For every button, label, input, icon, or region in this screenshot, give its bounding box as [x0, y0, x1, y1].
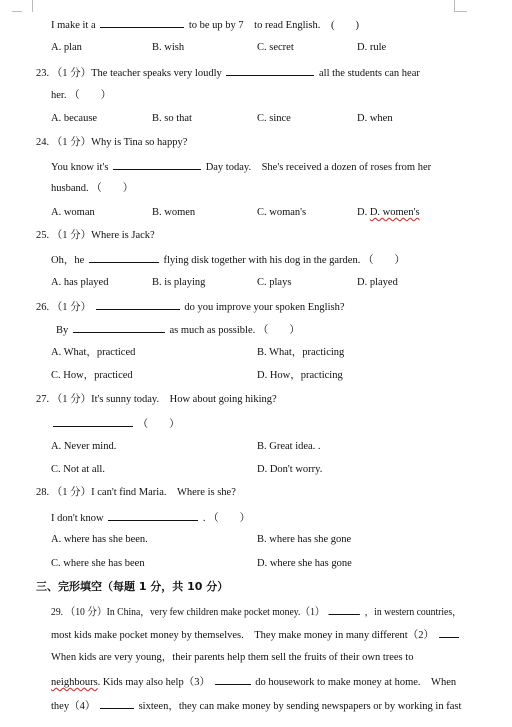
q23-option-b[interactable]: B. so that — [152, 113, 192, 124]
q29-line3: When kids are very young，their parents help them sell the fruits of their own trees to — [51, 652, 414, 663]
q29-blank-3[interactable] — [215, 674, 251, 685]
q27-option-a[interactable]: A. Never mind. — [51, 441, 117, 452]
q29-line2 — [51, 627, 461, 642]
q24-stem-a: You know it's — [51, 162, 109, 173]
q24-option-d[interactable]: D. D. women's — [357, 207, 420, 218]
q26-stem-c: By — [56, 325, 69, 336]
q27-blank[interactable] — [53, 416, 133, 427]
q26-option-d[interactable]: D. How，practicing — [257, 370, 343, 381]
q22-option-b[interactable]: B. wish — [152, 42, 185, 53]
q23-stem-a: 23. （1 分）The teacher speaks very loudly — [36, 68, 222, 79]
q25-blank[interactable] — [89, 252, 159, 263]
q28-option-a[interactable]: A. where has she been. — [51, 534, 148, 545]
q25-option-c[interactable]: C. plays — [257, 277, 292, 288]
crop-mark — [455, 11, 467, 12]
q26-option-a[interactable]: A. What，practiced — [51, 347, 136, 358]
q25-line1: 25. （1 分）Where is Jack? — [36, 230, 155, 241]
q22-option-d[interactable]: D. rule — [357, 42, 387, 53]
q23-option-a[interactable]: A. because — [51, 113, 98, 124]
q28-option-c[interactable]: C. where she has been — [51, 558, 145, 569]
q28-stem-b: . （ ） — [202, 513, 251, 524]
q29-text-e: do housework to make money at home. When — [255, 677, 457, 688]
section-heading: 三、完形填空（每题 1 分，共 10 分） — [36, 580, 229, 593]
q22-stem-a: I make it a — [51, 20, 96, 31]
q27-option-b[interactable]: B. Great idea. . — [257, 441, 321, 452]
q25-option-b[interactable]: B. is playing — [152, 277, 206, 288]
q24-option-d-text: D. women's — [369, 207, 420, 218]
q29-line5 — [51, 698, 461, 713]
q29-text-f: they（4） — [51, 701, 96, 712]
q29-text-c: most kids make pocket money by themselves. They make money in many different（2） — [51, 630, 434, 641]
q29-blank-2[interactable] — [439, 627, 459, 638]
q26-line1 — [36, 299, 344, 314]
q23-option-c[interactable]: C. since — [257, 113, 291, 124]
q23-option-d[interactable]: D. when — [357, 113, 393, 124]
q24-line1: 24. （1 分）Why is Tina so happy? — [36, 137, 188, 148]
q24-option-a[interactable]: A. woman — [51, 207, 95, 218]
q28-option-b[interactable]: B. where has she gone — [257, 534, 352, 545]
crop-mark — [12, 11, 22, 12]
q24-line2 — [51, 159, 431, 174]
q29-blank-1[interactable] — [329, 604, 360, 615]
q22-answer-paren[interactable]: ( ) — [331, 20, 360, 31]
crop-mark — [22, 0, 33, 12]
q24-stem-b: Day today. She's received a dozen of roses from her — [205, 162, 432, 173]
q26-stem-d: as much as possible. （ ） — [169, 325, 300, 336]
q24-option-b[interactable]: B. women — [152, 207, 196, 218]
q25-option-a[interactable]: A. has played — [51, 277, 109, 288]
q26-line2 — [56, 322, 300, 337]
q26-blank-1[interactable] — [96, 299, 180, 310]
q28-option-d[interactable]: D. where she has gone — [257, 558, 352, 569]
q29-text-a: 29. （10 分）In China，very few children make pocket money.（1） — [51, 607, 325, 618]
q23-blank[interactable] — [226, 65, 314, 76]
q26-blank-2[interactable] — [73, 322, 165, 333]
q29-text-g: sixteen，they can make money by sending newspapers or by working in fast — [138, 701, 462, 712]
q29-line1 — [51, 604, 462, 619]
q26-option-c[interactable]: C. How，practiced — [51, 370, 133, 381]
q24-line3: husband. （ ） — [51, 183, 134, 194]
q29-text-b: ，in western countries， — [364, 607, 462, 618]
q26-option-b[interactable]: B. What，practicing — [257, 347, 345, 358]
q25-line2 — [51, 252, 405, 267]
q22-option-a[interactable]: A. plan — [51, 42, 82, 53]
q22-blank[interactable] — [100, 17, 184, 28]
q29-wavy-word: neighbours — [51, 677, 98, 688]
q28-stem-a: I don't know — [51, 513, 104, 524]
q27-option-d[interactable]: D. Don't worry. — [257, 464, 323, 475]
q23-line2: her. （ ） — [51, 90, 112, 101]
q27-line1: 27. （1 分）It's sunny today. How about going hiking? — [36, 394, 277, 405]
q28-blank[interactable] — [108, 510, 198, 521]
q28-line2 — [51, 510, 250, 525]
q22-option-c[interactable]: C. secret — [257, 42, 294, 53]
q24-blank[interactable] — [113, 159, 201, 170]
q25-stem-b: flying disk together with his dog in the garden. （ ） — [163, 255, 405, 266]
q23-line1 — [36, 65, 420, 80]
q29-text-d: . Kids may also help（3） — [97, 677, 210, 688]
q25-option-d[interactable]: D. played — [357, 277, 398, 288]
q27-option-c[interactable]: C. Not at all. — [51, 464, 105, 475]
q29-line4 — [51, 674, 456, 689]
q28-line1: 28. （1 分）I can't find Maria. Where is she? — [36, 487, 236, 498]
q23-stem-b: all the students can hear — [319, 68, 420, 79]
q22-stem — [51, 17, 359, 32]
q26-stem-b: do you improve your spoken English? — [184, 302, 345, 313]
q22-stem-b: to be up by 7 to read English. — [188, 20, 321, 31]
q27-answer-paren[interactable]: （ ） — [137, 419, 180, 430]
q24-option-c[interactable]: C. woman's — [257, 207, 307, 218]
q25-stem-a: Oh，he — [51, 255, 85, 266]
q26-stem-a: 26. （1 分） — [36, 302, 92, 313]
q27-line2 — [51, 416, 180, 431]
q29-blank-4[interactable] — [100, 698, 134, 709]
